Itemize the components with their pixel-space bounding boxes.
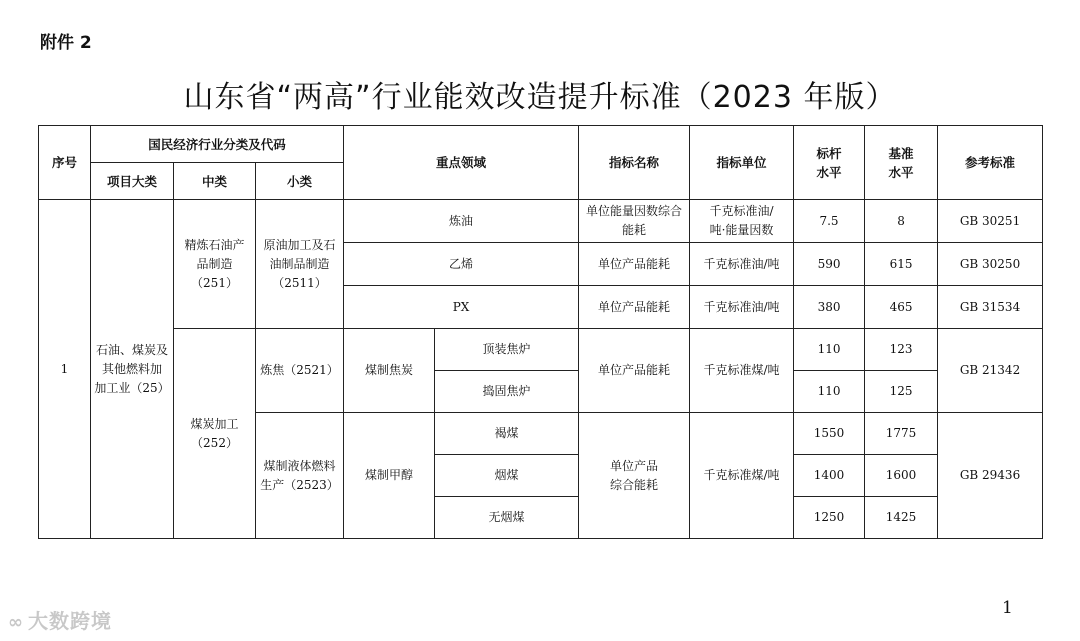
benchmark-cell: 1250: [794, 497, 865, 539]
attachment-label: 附件 2: [40, 33, 92, 53]
reference-cell: GB 30251: [938, 200, 1043, 243]
header-field: 重点领域: [344, 126, 579, 200]
unit-line-1: 千克标准油/: [709, 204, 774, 218]
indicator-line-1: 单位产品: [610, 458, 659, 473]
medium-1-line-2: 品制造（251）: [191, 256, 238, 290]
indicator-cell: 单位产品能耗: [579, 286, 690, 329]
table-row: [39, 200, 1043, 243]
header-benchmark-l1: 标杆: [816, 145, 842, 161]
benchmark-cell: 110: [794, 329, 865, 371]
indicator-cell: [579, 413, 690, 539]
header-row-1: [39, 126, 1043, 163]
field-cell: 褐煤: [435, 413, 579, 455]
header-baseline-l2: 水平: [888, 164, 914, 180]
baseline-cell: 1600: [865, 455, 938, 497]
benchmark-cell: 1550: [794, 413, 865, 455]
benchmark-cell: 1400: [794, 455, 865, 497]
minor-category-cell: [256, 413, 344, 539]
header-industry-group: 国民经济行业分类及代码: [91, 126, 344, 163]
major-line-3: 加工业（25）: [94, 380, 170, 395]
baseline-cell: 1775: [865, 413, 938, 455]
field-cell: PX: [344, 286, 579, 329]
subfield-cell: 煤制焦炭: [344, 329, 435, 413]
watermark: [8, 605, 112, 634]
baseline-cell: 8: [865, 200, 938, 243]
header-baseline-l1: 基准: [888, 145, 914, 161]
unit-cell: 千克标准煤/吨: [690, 413, 794, 539]
indicator-line-2: 能耗: [622, 223, 647, 237]
header-medium: 中类: [174, 163, 256, 200]
minor-1-line-2: 油制品制造: [269, 256, 330, 271]
header-baseline: [865, 126, 938, 200]
header-benchmark-l2: 水平: [816, 164, 842, 180]
medium-1-line-1: 精炼石油产: [184, 237, 245, 252]
medium-category-cell: [174, 329, 256, 539]
medium-category-cell: [174, 200, 256, 329]
baseline-cell: 1425: [865, 497, 938, 539]
baseline-cell: 123: [865, 329, 938, 371]
baseline-cell: 465: [865, 286, 938, 329]
major-line-1: 石油、煤炭及: [95, 342, 168, 357]
unit-line-2: 吨·能量因数: [709, 223, 774, 237]
header-unit: 指标单位: [690, 126, 794, 200]
table-row: [39, 329, 1043, 371]
indicator-line-1: 单位能量因数综合: [586, 204, 683, 218]
medium-2-line-1: 煤炭加工: [190, 416, 239, 431]
minor-1-line-1: 原油加工及石: [263, 237, 336, 252]
indicator-line-2: 综合能耗: [610, 477, 659, 492]
unit-cell: [690, 200, 794, 243]
indicator-cell: 单位产品能耗: [579, 329, 690, 413]
field-cell: 捣固焦炉: [435, 371, 579, 413]
subfield-cell: 煤制甲醇: [344, 413, 435, 539]
header-minor: 小类: [256, 163, 344, 200]
benchmark-cell: 110: [794, 371, 865, 413]
unit-cell: 千克标准油/吨: [690, 286, 794, 329]
unit-cell: 千克标准油/吨: [690, 243, 794, 286]
field-cell: 炼油: [344, 200, 579, 243]
field-cell: 乙烯: [344, 243, 579, 286]
medium-2-line-2: （252）: [191, 435, 238, 450]
header-indicator: 指标名称: [579, 126, 690, 200]
benchmark-cell: 380: [794, 286, 865, 329]
unit-cell: 千克标准煤/吨: [690, 329, 794, 413]
minor-category-cell: 炼焦（2521）: [256, 329, 344, 413]
field-cell: 烟煤: [435, 455, 579, 497]
indicator-cell: [579, 200, 690, 243]
benchmark-cell: 590: [794, 243, 865, 286]
header-seq: 序号: [39, 126, 91, 200]
field-cell: 顶装焦炉: [435, 329, 579, 371]
minor-1-line-3: （2511）: [272, 275, 327, 290]
minor-3-line-2: 生产（2523）: [260, 477, 339, 492]
header-benchmark: [794, 126, 865, 200]
reference-cell: GB 31534: [938, 286, 1043, 329]
indicator-cell: 单位产品能耗: [579, 243, 690, 286]
reference-cell: GB 21342: [938, 329, 1043, 413]
benchmark-cell: 7.5: [794, 200, 865, 243]
header-reference: 参考标准: [938, 126, 1043, 200]
page-number: 1: [1002, 598, 1013, 618]
minor-3-line-1: 煤制液体燃料: [263, 458, 336, 473]
reference-cell: GB 30250: [938, 243, 1043, 286]
major-line-2: 其他燃料加: [101, 361, 162, 376]
header-major: 项目大类: [91, 163, 174, 200]
baseline-cell: 125: [865, 371, 938, 413]
field-cell: 无烟煤: [435, 497, 579, 539]
seq-cell: 1: [39, 200, 91, 539]
page-title: 山东省“两高”行业能效改造提升标准（2023 年版）: [183, 80, 897, 115]
watermark-text: 大数跨境: [28, 609, 112, 633]
minor-category-cell: [256, 200, 344, 329]
watermark-logo-icon: ∞: [8, 612, 24, 633]
baseline-cell: 615: [865, 243, 938, 286]
major-category-cell: [91, 200, 174, 539]
standards-table: [38, 125, 1043, 539]
reference-cell: GB 29436: [938, 413, 1043, 539]
